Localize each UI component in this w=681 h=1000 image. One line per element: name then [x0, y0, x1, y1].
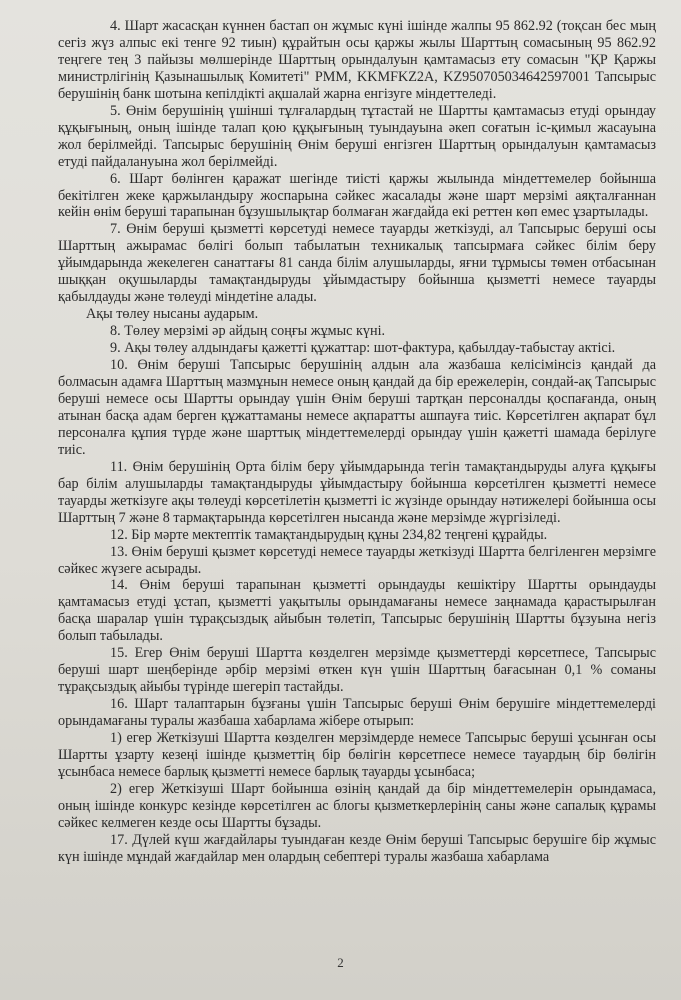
paragraph-16-item-1: 1) егер Жеткізуші Шартта көзделген мерзімдерде немесе Тапсырыс беруші ұсынған осы Шартты ұзарту кезеңі ішінде қызметтің бір бөлігін көрсетпесе немесе тауардың бір бөлігін ұсынбаса немесе барлық қызметті немесе барлық тауарды ұсынбаса; — [58, 730, 656, 780]
page-number: 2 — [337, 955, 344, 970]
paragraph-7: 7. Өнім беруші қызметті көрсетуді немесе тауарды жеткізуді, ал Тапсырыс беруші осы Шарттың ажырамас бөлігі болып табылатын техникалық тапсырмаға сәйкес білім беру ұйымдарында жекелеген санаттағы 81 санда білім алушыларды, яғни тұрмысы төмен отбасынан шыққан оқушыларды тамақтандыруды ұйымдастыру бойынша қызметті немесе тауарды қабылдауды және төлеуді міндетіне алады. — [58, 221, 656, 306]
paragraph-6: 6. Шарт бөлінген қаражат шегінде тиісті қаржы жылында міндеттемелер бойынша бекітілген жеке қаржыландыру жоспарына сәйкес жасалады және шарт мерзімі аяқталғаннан кейін өнім беруші тарапынан бұзушылықтар болмаған жағдайда екі реттен көп емес ұзартылады. — [58, 170, 656, 221]
paragraph-4: 4. Шарт жасасқан күннен бастап он жұмыс күні ішінде жалпы 95 862.92 (тоқсан бес мың сегіз жүз алпыс екі тенге 92 тиын) құрайтын осы қаржы жылы Шарттың сомасының 95 862.92 теңгеге тең 3 пайызы мөлшерінде Шарттың орындалуын қамтамасыз ету сомасын "ҚР Қаржы министрлігінің Қазынашылық Комитеті" РММ, KKMFKZ2A, KZ950705034642597001 Тапсырыс берушінің банк шотына кепілдікті ақшалай жарна енгізуге міндеттеледі. — [58, 18, 656, 102]
paragraph-16: 16. Шарт талаптарын бұзғаны үшін Тапсырыс беруші Өнім берушіге міндеттемелерді орындамағаны туралы жазбаша хабарлама жібере отырып: — [58, 696, 656, 730]
payment-form-line: Ақы төлеу нысаны аударым. — [86, 306, 259, 323]
paragraph-9: 9. Ақы төлеу алдындағы қажетті құжаттар: шот-фактура, қабылдау-табыстау актісі. — [110, 340, 616, 357]
paragraph-17: 17. Дүлей күш жағдайлары туындаған кезде Өнім беруші Тапсырыс берушіге бір жұмыс күн ішінде мұндай жағдайлар мен олардың себептері туралы жазбаша хабарлама — [58, 831, 656, 865]
paragraph-8: 8. Төлеу мерзімі әр айдың соңғы жұмыс күні. — [110, 323, 386, 340]
paragraph-14: 14. Өнім беруші тарапынан қызметті орындауды кешіктіру Шартты орындауды қамтамасыз етуді ұстап, қызметті уақытылы орындамағаны немесе заңнамада қарастырылған басқа шаралар үшін тұрақсыздық айыбын төлетіп, Тапсырыс берушінің Шартты бұзуына негіз болып табылады. — [58, 577, 656, 645]
paragraph-5: 5. Өнім берушінің үшінші тұлғалардың тұтастай не Шартты қамтамасыз етуді орындау құқығының, оның ішінде талап қою құқығының туындауына әкеп соғатын іс-қимыл жасауына жол берілмейді. Тапсырыс берушінің Өнім беруші енгізген Шарттың орындалуын қамтамасыз етуді пайдалануына жол берілмейді. — [58, 102, 656, 170]
paragraph-16-item-2: 2) егер Жеткізуші Шарт бойынша өзінің қандай да бір міндеттемелерін орындамаса, оның ішінде конкурс кезінде көрсетілген ас блогы қызметкерлерінің саны және сапалық құрамы сәйкес келмеген кезде осы Шартты бұзады. — [58, 780, 656, 831]
paragraph-15: 15. Егер Өнім беруші Шартта көзделген мерзімде қызметтерді көрсетпесе, Тапсырыс беруші шарт шеңберінде әрбір мерзімі өткен күн үшін Шарттың бағасынан 0,1 % соманы тұрақсыздық айыбы түрінде шегеріп тастайды. — [58, 645, 656, 696]
paragraph-12: 12. Бір мәрте мектептік тамақтандырудың құны 234,82 теңгені құрайды. — [110, 526, 548, 543]
document-body — [58, 18, 656, 866]
paragraph-11: 11. Өнім берушінің Орта білім беру ұйымдарында тегін тамақтандыруды алуға құқығы бар білім алушыларды тамақтандыруды ұйымдастыру бойынша көрсетілген қызметті немесе тауарды жеткізуге ақы төлеуді көрсетілетін қызметті іс жүзінде орындау нәтижелері бойынша осы Шарттың 7 және 8 тармақтарында көрсетілген нысанда және мерзімде жүргізіледі. — [58, 458, 656, 526]
paragraph-13: 13. Өнім беруші қызмет көрсетуді немесе тауарды жеткізуді Шартта белгіленген мерзімге сәйкес жүзеге асырады. — [58, 543, 656, 577]
paragraph-10: 10. Өнім беруші Тапсырыс берушінің алдын ала жазбаша келісімінсіз қандай да болмасын адамға Шарттың мазмұнын немесе оның қандай да бір ережелерін, сондай-ақ Тапсырыс беруші немесе осы Шартты орындау үшін Өнім беруші тартқан персоналды қоспағанда, оның атынан басқа адам берген құжаттаманы немесе ақпаратты ашпауға тиіс. Көрсетілген ақпарат бұл персоналға құпия түрде және шарттық міндеттемелерді орындау үшін қажетті шамада берілуге тиіс. — [58, 357, 656, 458]
